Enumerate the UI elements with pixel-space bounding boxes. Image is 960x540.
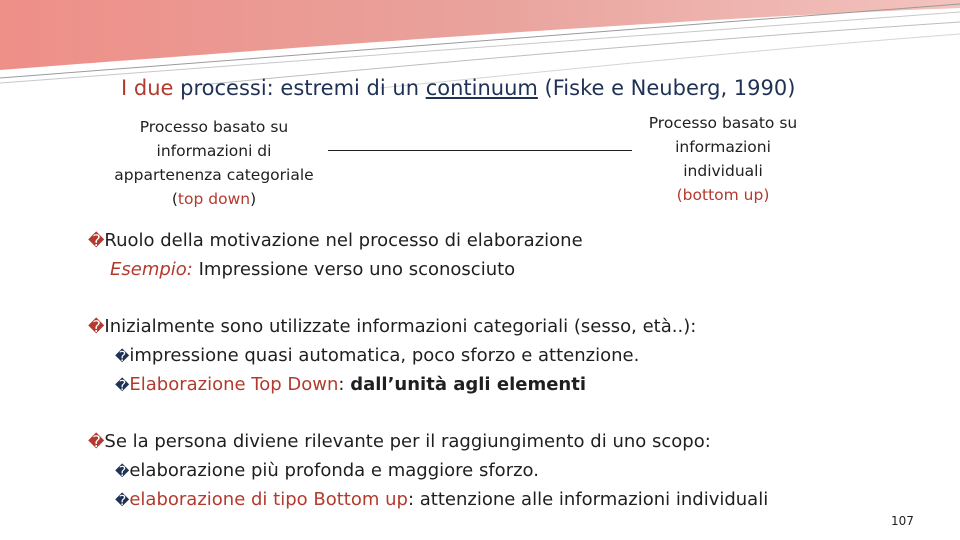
sub-bullet-text: elaborazione più profonda e maggiore sforzo. — [129, 460, 539, 481]
continuum-line — [328, 150, 632, 151]
label-line — [104, 187, 324, 211]
sub-bullet-icon: � — [115, 464, 130, 480]
sub-bullet-icon: � — [115, 493, 130, 509]
sub-bullet-icon: � — [115, 378, 130, 394]
label-line: Processo basato su — [648, 114, 798, 132]
label-line: informazioni di — [156, 142, 272, 160]
title-part: I — [121, 76, 128, 100]
sub-bullet-text: : — [338, 374, 351, 395]
bullet-item — [88, 230, 583, 252]
sub-bullet-item — [115, 374, 586, 397]
bullet-item — [88, 431, 711, 453]
sub-bullet-item — [110, 259, 515, 281]
top-down-label — [104, 115, 324, 211]
bottom-up-term: (bottom up) — [676, 186, 770, 204]
bullet-text: Ruolo della motivazione nel processo di elaborazione — [104, 230, 583, 251]
sub-bullet-item — [115, 460, 539, 483]
bottom-up-label — [628, 111, 818, 207]
title-continuum: continuum — [425, 76, 538, 100]
page-number: 107 — [891, 514, 914, 528]
bottom-up-term: elaborazione di tipo Bottom up — [129, 489, 408, 510]
label-line: informazioni — [675, 138, 771, 156]
bullet-text: Inizialmente sono utilizzate informazioni categoriali (sesso, età..): — [104, 316, 697, 337]
bullet-icon: � — [88, 432, 105, 451]
bullet-text: Se la persona diviene rilevante per il raggiungimento di uno scopo: — [104, 431, 711, 452]
top-down-term: Elaborazione Top Down — [129, 374, 339, 395]
example-label: Esempio: — [110, 259, 193, 280]
sub-bullet-item — [115, 489, 768, 512]
sub-bullet-item — [115, 345, 639, 368]
sub-bullet-text: Impressione verso uno sconosciuto — [192, 259, 516, 280]
paren: ) — [250, 190, 257, 208]
bullet-icon: � — [88, 231, 105, 250]
title-part: processi: estremi di un — [180, 76, 426, 100]
label-line: appartenenza categoriale — [114, 166, 314, 184]
top-down-term: top down — [177, 190, 251, 208]
bullet-icon: � — [88, 317, 105, 336]
title-citation: (Fiske e Neuberg, 1990) — [537, 76, 796, 100]
sub-bullet-text: : attenzione alle informazioni individuali — [407, 489, 769, 510]
slide-title — [121, 76, 881, 100]
label-line: individuali — [683, 162, 763, 180]
bullet-item — [88, 316, 696, 338]
paren: ( — [171, 190, 178, 208]
label-line: Processo basato su — [139, 118, 289, 136]
sub-bullet-icon: � — [115, 349, 130, 365]
sub-bullet-text: impressione quasi automatica, poco sforzo e attenzione. — [129, 345, 640, 366]
sub-bullet-emphasis: dall’unità agli elementi — [350, 374, 587, 395]
title-part: due — [127, 76, 181, 100]
